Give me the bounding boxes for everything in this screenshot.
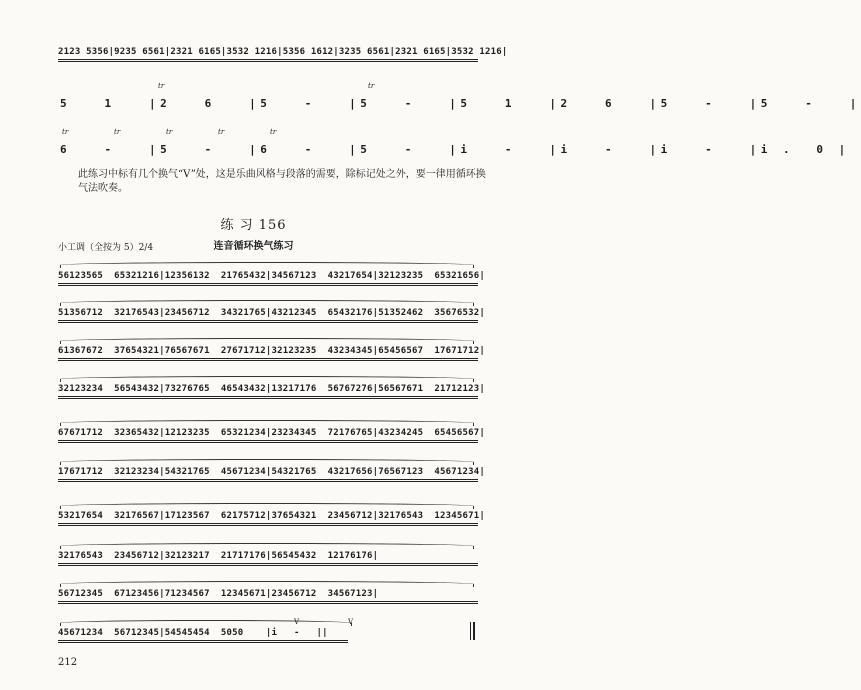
trill-mark: tr bbox=[166, 128, 173, 136]
exercise-title: 练 习 156 bbox=[220, 218, 287, 233]
top-system-2: 5 1 |2 6 |5 - |5 - |5 1 |2 6 |5 - |5 - | bbox=[60, 97, 861, 110]
score-line-6: 17671712 32123234|54321765 45671234|54321765 43217656|76567123 45671234| bbox=[58, 467, 486, 477]
key-signature: 小工调（全按为 5）2/4 bbox=[58, 243, 154, 253]
exercise-subtitle: 连音循环换气练习 bbox=[213, 241, 294, 252]
trill-mark: tr bbox=[270, 128, 277, 136]
trill-mark: tr bbox=[114, 128, 121, 136]
score-line-1: 56123565 65321216|12356132 21765432|34567123 43217654|32123235 65321656| bbox=[58, 271, 486, 281]
score-line-4: 32123234 56543432|73276765 46543432|13217176 56767276|56567671 21712123| bbox=[58, 384, 486, 394]
score-line-9: 56712345 67123456|71234567 12345671|23456712 34567123| bbox=[58, 589, 379, 599]
score-line-8: 32176543 23456712|32123217 21717176|56545432 12176176| bbox=[58, 551, 379, 561]
score-line-2: 51356712 32176543|23456712 34321765|43212345 65432176|51352462 35676532| bbox=[58, 308, 486, 318]
trill-mark: tr bbox=[368, 82, 375, 90]
score-line-3: 61367672 37654321|76567671 27671712|32123235 43234345|65456567 17671712| bbox=[58, 346, 486, 356]
breath-mark: V bbox=[294, 618, 300, 626]
trill-mark: tr bbox=[158, 82, 165, 90]
page-number: 212 bbox=[58, 657, 78, 668]
instruction-paragraph: 此练习中标有几个换气“V”处，这是乐曲风格与段落的需要，除标记处之外，要一律用循环换气法吹奏。 bbox=[78, 169, 486, 194]
score-line-10: 45671234 56712345|54545454 5050 |i - || bbox=[58, 628, 328, 638]
top-system-3: 6 - |5 - |6 - |5 - |i - |i - |i - |i . 0 | bbox=[60, 143, 850, 156]
trill-mark: tr bbox=[218, 128, 225, 136]
top-system-1: 2123 5356|9235 6561|2321 6165|3532 1216|5356 1612|3235 6561|2321 6165|3532 1216| bbox=[58, 47, 508, 57]
score-line-7: 53217654 32176567|17123567 62175712|37654321 23456712|32176543 12345671| bbox=[58, 511, 486, 521]
trill-mark: tr bbox=[62, 128, 69, 136]
score-line-5: 67671712 32365432|12123235 65321234|23234345 72176765|43234245 65456567| bbox=[58, 428, 486, 438]
breath-mark: V bbox=[348, 618, 354, 626]
